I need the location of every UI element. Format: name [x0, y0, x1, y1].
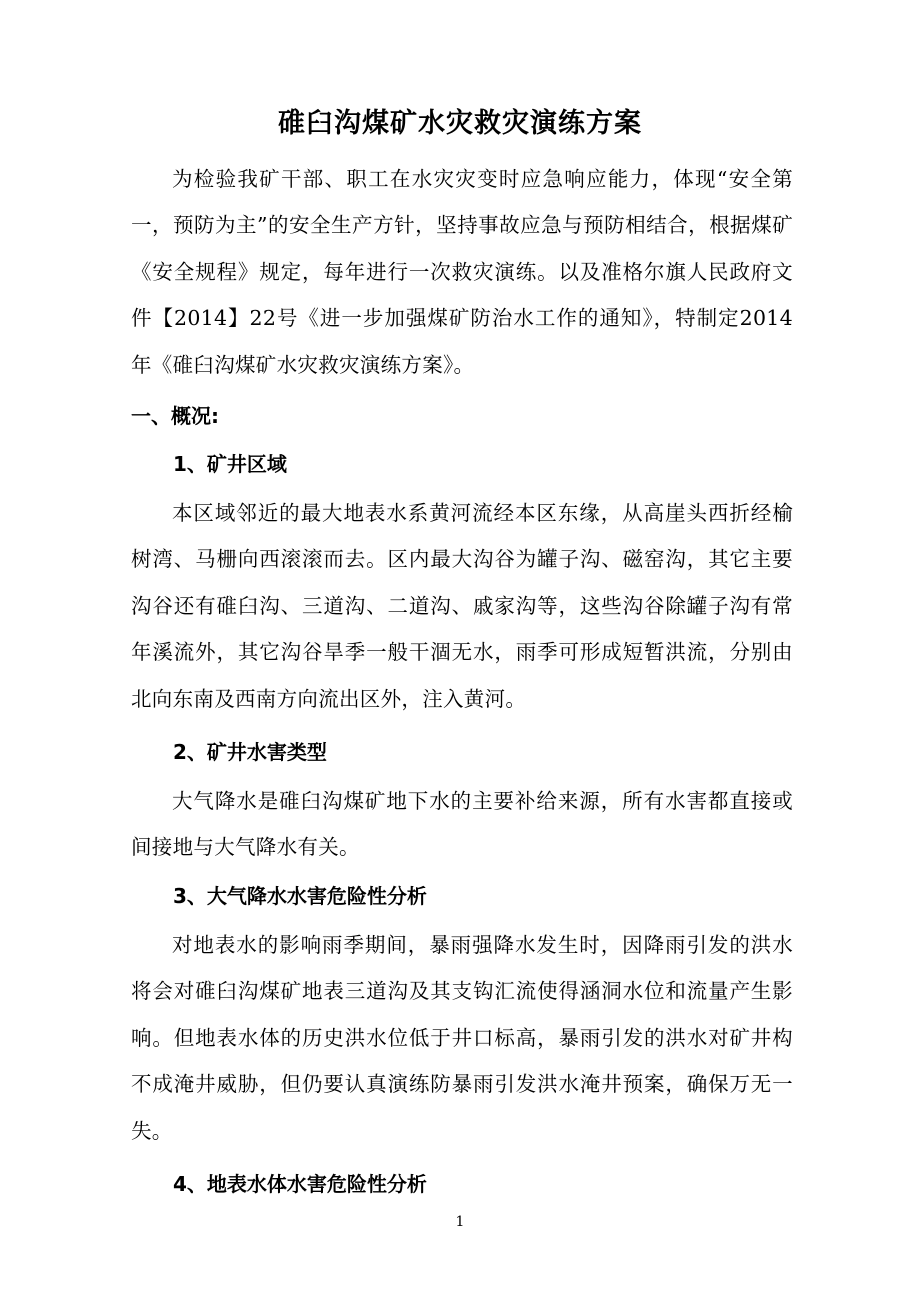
paragraph-water-hazard-types: 大气降水是碓臼沟煤矿地下水的主要补给来源，所有水害都直接或间接地与大气降水有关。 [131, 789, 793, 860]
subsection-heading-mine-area: 1、矿井区域 [173, 452, 287, 476]
page-number: 1 [455, 1214, 465, 1230]
subsection-heading-surface-water-risk: 4、地表水体水害危险性分析 [173, 1172, 427, 1196]
section-heading-overview: 一、概况: [131, 404, 219, 428]
document-title: 碓臼沟煤矿水灾救灾演练方案 [278, 108, 642, 139]
subsection-heading-water-hazard-types: 2、矿井水害类型 [173, 740, 327, 764]
paragraph-mine-area: 本区域邻近的最大地表水系黄河流经本区东缘，从高崖头西折经榆树湾、马栅向西滚滚而去。区内最大沟谷为罐子沟、磁窑沟，其它主要沟谷还有碓臼沟、三道沟、二道沟、戚家沟等，这些沟谷除罐子沟有常年溪流外，其它沟谷旱季一般干涸无水，雨季可形成短暂洪流，分别由北向东南及西南方向流出区外，注入黄河。 [131, 501, 793, 711]
subsection-heading-precipitation-risk: 3、大气降水水害危险性分析 [173, 884, 427, 908]
paragraph-precipitation-risk: 对地表水的影响雨季期间，暴雨强降水发生时，因降雨引发的洪水将会对碓臼沟煤矿地表三道沟及其支钩汇流使得涵洞水位和流量产生影响。但地表水体的历史洪水位低于井口标高，暴雨引发的洪水对矿井构不成淹井威胁，但仍要认真演练防暴雨引发洪水淹井预案，确保万无一失。 [131, 933, 793, 1143]
intro-paragraph: 为检验我矿干部、职工在水灾灾变时应急响应能力，体现“安全第一，预防为主”的安全生产方针，坚持事故应急与预防相结合，根据煤矿《安全规程》规定，每年进行一次救灾演练。以及准格尔旗人民政府文件【2014】22号《进一步加强煤矿防治水工作的通知》，特制定2014年《碓臼沟煤矿水灾救灾演练方案》。 [131, 167, 793, 377]
